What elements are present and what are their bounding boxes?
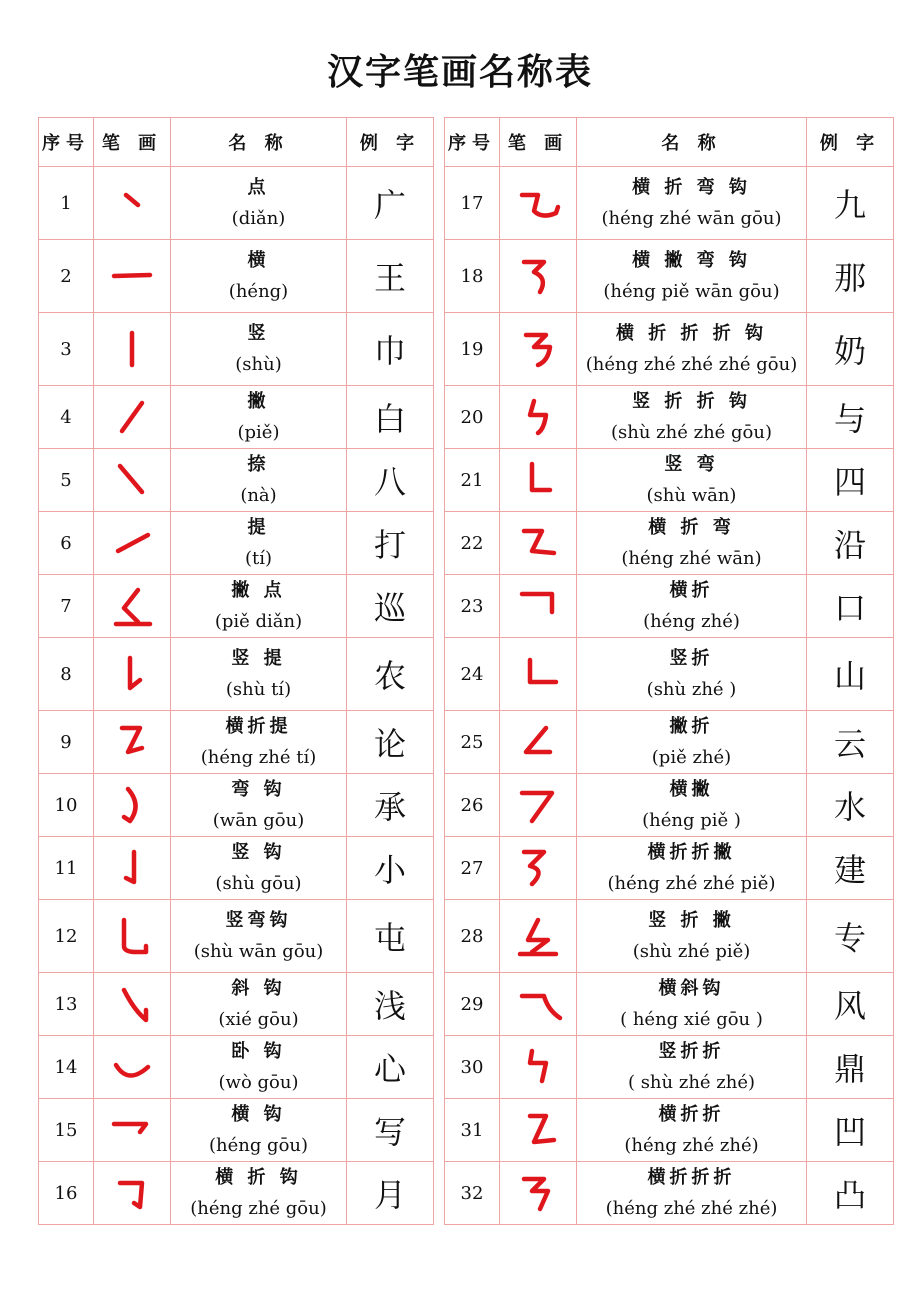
stroke-name [171,837,347,900]
stroke-name-pinyin: (piě) [237,422,280,443]
stroke-cell [94,240,171,313]
stroke-name [171,449,347,512]
row-number: 12 [39,900,94,973]
stroke-name-chinese: 竖 折 折 钩 [632,391,751,412]
example-character: 风 [807,973,894,1036]
stroke-name-pinyin: (héng piě ) [642,810,741,831]
example-character: 四 [807,449,894,512]
example-character: 凸 [807,1162,894,1225]
row-number: 5 [39,449,94,512]
stroke-name-chinese: 竖弯钩 [225,910,292,931]
row-number: 2 [39,240,94,313]
example-character: 承 [347,774,434,837]
stroke-name-pinyin: (héng zhé zhé) [624,1135,759,1156]
table-row [39,638,434,711]
stroke-cell [94,837,171,900]
stroke-name-pinyin: (héng zhé zhé piě) [607,873,776,894]
row-number: 3 [39,313,94,386]
stroke-cell [94,1099,171,1162]
stroke-name-chinese: 弯 钩 [231,779,286,800]
row-number: 27 [445,837,500,900]
stroke-name-pinyin: (héng zhé zhé zhé) [605,1198,778,1219]
table-row [39,1036,434,1099]
heng-zhe-wan-gou-stroke-icon [508,181,568,225]
stroke-name [577,1162,807,1225]
stroke-name-chinese: 横 [247,250,270,271]
stroke-name-chinese: 竖 折 撇 [648,910,735,931]
example-character: 打 [347,512,434,575]
stroke-name-chinese: 横 撇 弯 钩 [632,250,751,271]
example-character: 浅 [347,973,434,1036]
shu-gou-stroke-icon [102,846,162,890]
stroke-name-pinyin: (shù zhé ) [646,679,737,700]
header-example: 例 字 [807,118,894,167]
shu-wan-stroke-icon [508,458,568,502]
wan-gou-stroke-icon [102,783,162,827]
stroke-name-chinese: 卧 钩 [231,1041,286,1062]
heng-zhe-zhe-pie-stroke-icon [508,846,568,890]
stroke-name-pinyin: (wò gōu) [218,1072,299,1093]
table-row [39,1162,434,1225]
example-character: 鼎 [807,1036,894,1099]
stroke-name-chinese: 竖 弯 [664,454,719,475]
example-character: 心 [347,1036,434,1099]
stroke-name-pinyin: (héng zhé wān) [621,548,762,569]
stroke-cell [94,973,171,1036]
heng-zhe-ti-stroke-icon [102,720,162,764]
header-number: 序号 [445,118,500,167]
example-character: 与 [807,386,894,449]
stroke-name-pinyin: (nà) [240,485,277,506]
example-character: 八 [347,449,434,512]
row-number: 13 [39,973,94,1036]
example-character: 农 [347,638,434,711]
table-row [39,240,434,313]
header-row [445,118,894,167]
stroke-name [577,449,807,512]
stroke-cell [94,711,171,774]
stroke-name-chinese: 横 折 钩 [215,1167,302,1188]
stroke-name-chinese: 撇折 [669,716,714,737]
example-character: 云 [807,711,894,774]
stroke-name [171,900,347,973]
stroke-name [171,1099,347,1162]
horizontal-stroke-icon [102,254,162,298]
stroke-name-chinese: 斜 钩 [231,978,286,999]
row-number: 23 [445,575,500,638]
example-character: 沿 [807,512,894,575]
stroke-name [577,1099,807,1162]
stroke-cell [94,313,171,386]
stroke-name [577,512,807,575]
stroke-name [171,973,347,1036]
row-number: 17 [445,167,500,240]
stroke-cell [500,313,577,386]
heng-gou-stroke-icon [102,1108,162,1152]
table-row [445,1162,894,1225]
table-row [445,167,894,240]
table-row [39,900,434,973]
stroke-name [577,240,807,313]
vertical-stroke-icon [102,327,162,371]
header-number: 序号 [39,118,94,167]
stroke-name [171,167,347,240]
pie-zhe-stroke-icon [508,720,568,764]
stroke-name-pinyin: (piě zhé) [651,747,732,768]
heng-xie-gou-stroke-icon [508,982,568,1026]
example-character: 建 [807,837,894,900]
stroke-cell [500,973,577,1036]
row-number: 15 [39,1099,94,1162]
stroke-name-pinyin: (shù wān gōu) [193,941,324,962]
stroke-name-pinyin: (shù zhé piě) [632,941,751,962]
table-row [39,1099,434,1162]
stroke-name [171,1036,347,1099]
stroke-name-pinyin: (tí) [244,548,273,569]
example-character: 小 [347,837,434,900]
stroke-cell [94,900,171,973]
stroke-name-chinese: 横 折 折 折 钩 [615,323,768,344]
example-character: 那 [807,240,894,313]
stroke-name [577,575,807,638]
row-number: 29 [445,973,500,1036]
stroke-name-chinese: 横折提 [225,716,292,737]
row-number: 18 [445,240,500,313]
stroke-name-chinese: 竖 钩 [231,842,286,863]
stroke-name-chinese: 横撇 [669,779,714,800]
stroke-name-chinese: 横 钩 [231,1104,286,1125]
row-number: 8 [39,638,94,711]
stroke-name-pinyin: (héng zhé) [643,611,740,632]
example-character: 写 [347,1099,434,1162]
stroke-name-pinyin: (shù tí) [225,679,292,700]
header-example: 例 字 [347,118,434,167]
example-character: 巡 [347,575,434,638]
stroke-cell [500,900,577,973]
stroke-cell [500,638,577,711]
stroke-name-pinyin: (héng zhé zhé zhé gōu) [585,354,798,375]
row-number: 14 [39,1036,94,1099]
example-character: 月 [347,1162,434,1225]
stroke-name [171,774,347,837]
stroke-name [171,386,347,449]
header-name: 名 称 [171,118,347,167]
header-stroke: 笔 画 [500,118,577,167]
heng-zhe-zhe-zhe-gou-stroke-icon [508,327,568,371]
stroke-cell [94,449,171,512]
row-number: 4 [39,386,94,449]
table-row [445,900,894,973]
stroke-name-chinese: 横斜钩 [658,978,725,999]
stroke-name-pinyin: (héng zhé wān gōu) [601,208,782,229]
stroke-name [577,1036,807,1099]
table-row [445,313,894,386]
stroke-name [171,711,347,774]
stroke-name [171,575,347,638]
stroke-cell [94,167,171,240]
table-row [39,711,434,774]
stroke-name-pinyin: (héng zhé gōu) [190,1198,327,1219]
row-number: 20 [445,386,500,449]
shu-zhe-stroke-icon [508,652,568,696]
table-row [39,386,434,449]
shu-zhe-zhe-stroke-icon [508,1045,568,1089]
table-row [445,638,894,711]
stroke-name-chinese: 竖折折 [658,1041,725,1062]
stroke-name-pinyin: (shù wān) [646,485,737,506]
stroke-name-chinese: 竖 [247,323,270,344]
stroke-name-chinese: 撇 点 [231,580,286,601]
table-row [445,973,894,1036]
example-character: 屯 [347,900,434,973]
table-row [445,386,894,449]
stroke-name-pinyin: (shù gōu) [215,873,302,894]
table-row [39,575,434,638]
stroke-cell [94,774,171,837]
table-row [445,1099,894,1162]
stroke-name-pinyin: (héng gōu) [208,1135,309,1156]
example-character: 王 [347,240,434,313]
stroke-cell [94,512,171,575]
heng-zhe-gou-stroke-icon [102,1171,162,1215]
stroke-name-pinyin: (shù) [235,354,282,375]
row-number: 7 [39,575,94,638]
stroke-name [171,240,347,313]
table-row [445,512,894,575]
heng-zhe-zhe-zhe-stroke-icon [508,1171,568,1215]
table-row [39,973,434,1036]
stroke-cell [500,1162,577,1225]
row-number: 32 [445,1162,500,1225]
stroke-name-pinyin: (diǎn) [231,208,286,229]
stroke-name-chinese: 横 折 弯 钩 [632,177,751,198]
header-row [39,118,434,167]
stroke-cell [500,167,577,240]
row-number: 6 [39,512,94,575]
example-character: 口 [807,575,894,638]
table-row [445,449,894,512]
header-stroke: 笔 画 [94,118,171,167]
stroke-name [577,973,807,1036]
shu-zhe-pie-stroke-icon [508,914,568,958]
stroke-cell [500,711,577,774]
stroke-name-chinese: 捺 [247,454,270,475]
stroke-name [171,512,347,575]
stroke-cell [94,575,171,638]
table-row [445,575,894,638]
example-character: 凹 [807,1099,894,1162]
row-number: 1 [39,167,94,240]
row-number: 25 [445,711,500,774]
table-row [39,774,434,837]
stroke-name-pinyin: ( héng xié gōu ) [620,1009,763,1030]
page-title: 汉字笔画名称表 [326,51,593,93]
row-number: 21 [445,449,500,512]
stroke-name-chinese: 撇 [247,391,270,412]
stroke-table-right [444,117,894,1225]
row-number: 16 [39,1162,94,1225]
stroke-cell [500,386,577,449]
row-number: 31 [445,1099,500,1162]
stroke-name [577,900,807,973]
stroke-name-chinese: 横折折撇 [647,842,736,863]
stroke-name-chinese: 竖 提 [231,648,286,669]
stroke-name [577,638,807,711]
row-number: 22 [445,512,500,575]
example-character: 论 [347,711,434,774]
table-row [445,240,894,313]
stroke-name-chinese: 横 折 弯 [648,517,735,538]
example-character: 专 [807,900,894,973]
heng-zhe-stroke-icon [508,584,568,628]
stroke-name [171,638,347,711]
example-character: 广 [347,167,434,240]
stroke-name [577,386,807,449]
table-row [39,313,434,386]
stroke-name-chinese: 横折折折 [647,1167,736,1188]
row-number: 24 [445,638,500,711]
table-row [39,167,434,240]
example-character: 巾 [347,313,434,386]
stroke-cell [500,240,577,313]
stroke-name-pinyin: (wān gōu) [212,810,305,831]
row-number: 19 [445,313,500,386]
row-number: 28 [445,900,500,973]
heng-zhe-zhe-stroke-icon [508,1108,568,1152]
stroke-name-pinyin: (héng) [228,281,289,302]
row-number: 11 [39,837,94,900]
stroke-cell [500,1099,577,1162]
table-row [445,1036,894,1099]
stroke-name-chinese: 提 [247,517,270,538]
row-number: 26 [445,774,500,837]
stroke-cell [500,1036,577,1099]
stroke-cell [94,386,171,449]
stroke-name [171,313,347,386]
table-row [445,774,894,837]
heng-pie-stroke-icon [508,783,568,827]
table-row [445,711,894,774]
stroke-cell [94,1162,171,1225]
row-number: 9 [39,711,94,774]
row-number: 10 [39,774,94,837]
wo-gou-stroke-icon [102,1045,162,1089]
shu-zhe-zhe-gou-stroke-icon [508,395,568,439]
left-falling-stroke-icon [102,395,162,439]
stroke-name [577,313,807,386]
stroke-name [577,167,807,240]
example-character: 奶 [807,313,894,386]
stroke-name-pinyin: (piě diǎn) [214,611,303,632]
rising-stroke-icon [102,521,162,565]
stroke-name-pinyin: ( shù zhé zhé) [627,1072,756,1093]
table-row [39,449,434,512]
xie-gou-stroke-icon [102,982,162,1026]
heng-pie-wan-gou-stroke-icon [508,254,568,298]
pie-dian-stroke-icon [102,584,162,628]
stroke-name-chinese: 横折 [669,580,714,601]
stroke-name [577,837,807,900]
stroke-name-chinese: 横折折 [658,1104,725,1125]
example-character: 九 [807,167,894,240]
table-row [39,512,434,575]
stroke-cell [500,837,577,900]
shu-wan-gou-stroke-icon [102,914,162,958]
row-number: 30 [445,1036,500,1099]
stroke-cell [500,449,577,512]
stroke-cell [500,512,577,575]
stroke-table-left [38,117,434,1225]
stroke-name [577,711,807,774]
stroke-name [577,774,807,837]
stroke-name-pinyin: (shù zhé zhé gōu) [610,422,773,443]
header-name: 名 称 [577,118,807,167]
stroke-name-pinyin: (héng piě wān gōu) [603,281,780,302]
stroke-name [171,1162,347,1225]
example-character: 白 [347,386,434,449]
stroke-name-pinyin: (xié gōu) [218,1009,299,1030]
dot-stroke-icon [102,181,162,225]
stroke-cell [94,1036,171,1099]
example-character: 山 [807,638,894,711]
stroke-name-chinese: 竖折 [669,648,714,669]
shu-ti-stroke-icon [102,652,162,696]
stroke-name-pinyin: (héng zhé tí) [200,747,317,768]
heng-zhe-wan-stroke-icon [508,521,568,565]
stroke-cell [500,575,577,638]
stroke-name-chinese: 点 [247,177,270,198]
stroke-cell [94,638,171,711]
stroke-cell [500,774,577,837]
table-row [39,837,434,900]
right-falling-stroke-icon [102,458,162,502]
table-row [445,837,894,900]
example-character: 水 [807,774,894,837]
